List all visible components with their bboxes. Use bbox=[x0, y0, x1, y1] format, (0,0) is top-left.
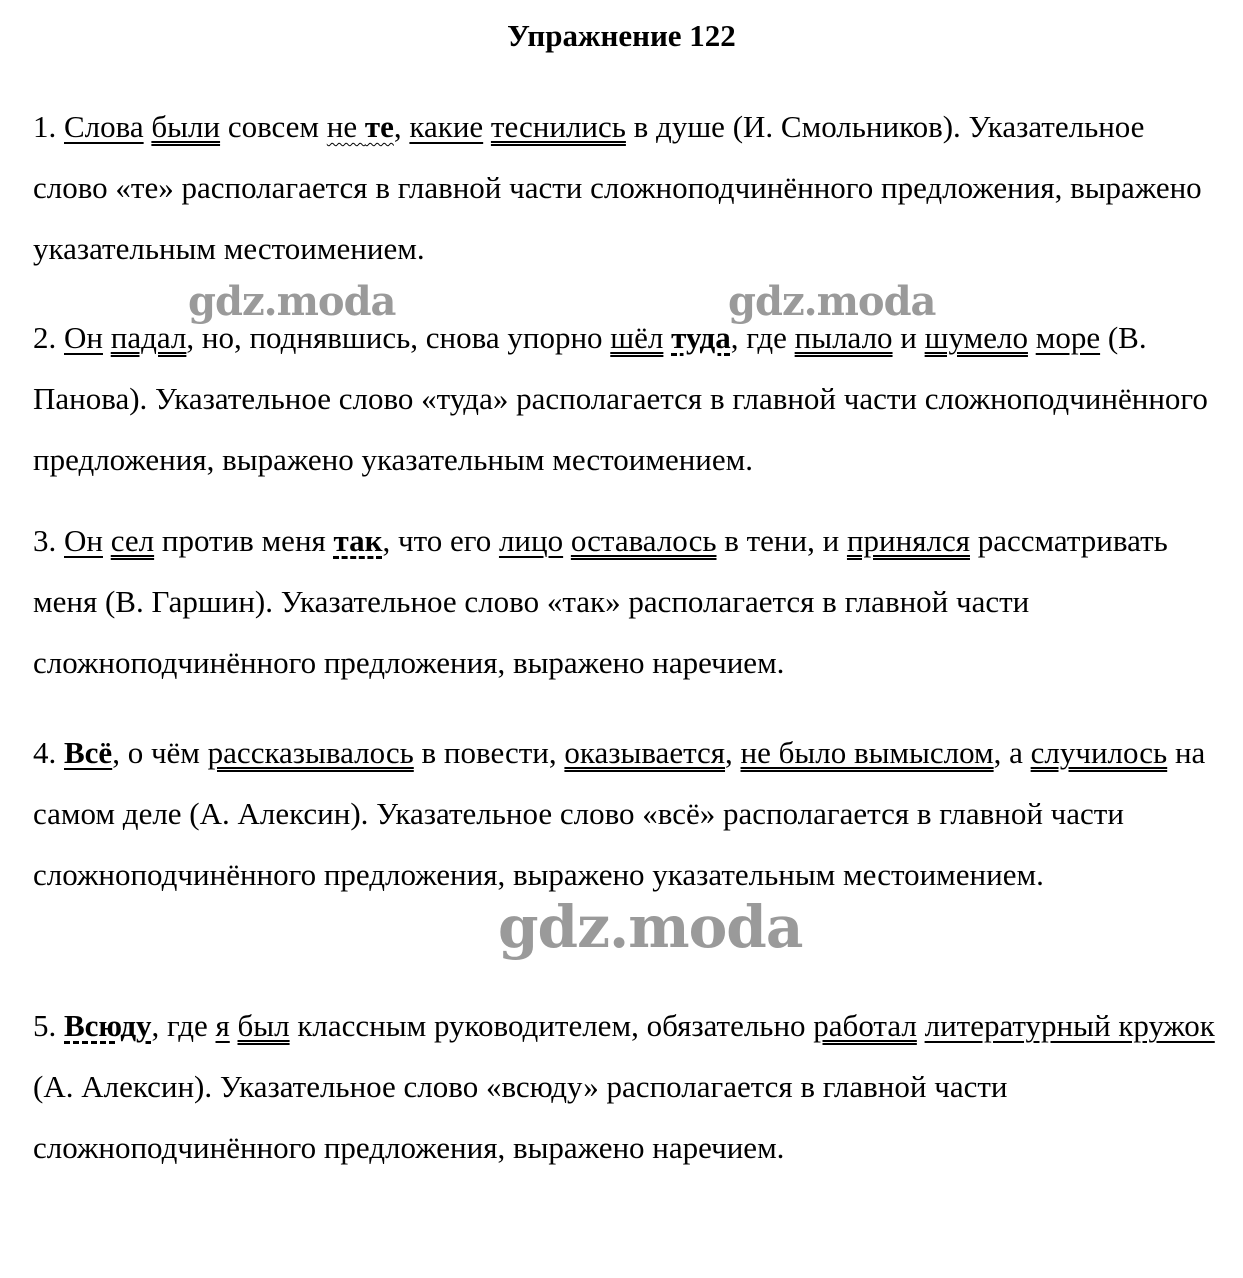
text-segment bbox=[103, 320, 111, 355]
text-segment bbox=[1028, 320, 1036, 355]
marked-sentence-member: Слова bbox=[64, 109, 144, 144]
answer-paragraph-4 bbox=[33, 722, 1218, 905]
text-segment: классным руководителем, обязательно bbox=[289, 1008, 814, 1043]
answer-paragraph-3 bbox=[33, 510, 1218, 693]
text-segment: , что его bbox=[382, 523, 499, 558]
text-segment: 3. bbox=[33, 523, 64, 558]
text-segment: в тени, и bbox=[716, 523, 847, 558]
marked-sentence-member: пылало bbox=[794, 320, 893, 355]
marked-sentence-member: были bbox=[151, 109, 221, 144]
text-segment: 4. bbox=[33, 735, 64, 770]
exercise-title: Упражнение 122 bbox=[507, 18, 736, 53]
text-segment: совсем bbox=[220, 109, 327, 144]
marked-sentence-member: так bbox=[333, 523, 383, 558]
text-segment bbox=[483, 109, 491, 144]
marked-sentence-member: шумело bbox=[924, 320, 1028, 355]
text-segment: и bbox=[892, 320, 925, 355]
text-segment bbox=[917, 1008, 925, 1043]
text-segment: , где bbox=[730, 320, 795, 355]
marked-sentence-member: Он bbox=[64, 523, 103, 558]
watermark-logo: gdz.moda bbox=[728, 278, 936, 325]
answer-paragraph-2 bbox=[33, 307, 1218, 490]
marked-sentence-member: море bbox=[1035, 320, 1101, 355]
marked-sentence-member: случилось bbox=[1030, 735, 1168, 770]
text-segment: против меня bbox=[154, 523, 334, 558]
marked-sentence-member: я bbox=[215, 1008, 230, 1043]
text-segment: на самом деле (А. Алексин). Указательное слово «всё» располагается в главной части сложноподчинённого предложения, выражено указательным местоимением. bbox=[33, 735, 1206, 892]
marked-sentence-member: был bbox=[237, 1008, 290, 1043]
text-segment: 5. bbox=[33, 1008, 64, 1043]
text-segment bbox=[663, 320, 671, 355]
text-segment bbox=[563, 523, 571, 558]
marked-sentence-member: не bbox=[326, 109, 365, 144]
marked-sentence-member: падал bbox=[110, 320, 187, 355]
text-segment: 2. bbox=[33, 320, 64, 355]
marked-sentence-member: работал bbox=[813, 1008, 917, 1043]
marked-sentence-member: туда bbox=[671, 320, 731, 355]
marked-sentence-member: принялся bbox=[846, 523, 970, 558]
marked-sentence-member: Он bbox=[64, 320, 103, 355]
text-segment: , но, поднявшись, снова упорно bbox=[186, 320, 611, 355]
marked-sentence-member: сел bbox=[110, 523, 155, 558]
text-segment: в душе (И. Смольников). Указательное слово «те» располагается в главной части сложноподчинённого предложения, выражено указательным местоимением. bbox=[33, 109, 1202, 266]
text-segment: 1. bbox=[33, 109, 64, 144]
text-segment bbox=[103, 523, 111, 558]
text-segment: , о чём bbox=[112, 735, 208, 770]
marked-sentence-member: не было вымыслом bbox=[740, 735, 994, 770]
marked-sentence-member: теснились bbox=[490, 109, 626, 144]
text-segment: , bbox=[393, 109, 410, 144]
text-segment: рассматривать меня (В. Гаршин). Указательное слово «так» располагается в главной части сложноподчинённого предложения, выражено наречием. bbox=[33, 523, 1168, 680]
marked-sentence-member: Всюду bbox=[64, 1008, 152, 1043]
marked-sentence-member: те bbox=[364, 109, 394, 144]
answer-paragraph-5 bbox=[33, 995, 1218, 1178]
text-segment: в повести, bbox=[413, 735, 565, 770]
marked-sentence-member: оказывается bbox=[564, 735, 726, 770]
marked-sentence-member: оставалось bbox=[570, 523, 717, 558]
text-segment: (В. Панова). Указательное слово «туда» располагается в главной части сложноподчинённого предложения, выражено указательным местоимением. bbox=[33, 320, 1208, 477]
text-segment: (А. Алексин). Указательное слово «всюду» располагается в главной части сложноподчинённого предложения, выражено наречием. bbox=[33, 1069, 1008, 1165]
marked-sentence-member: шёл bbox=[610, 320, 664, 355]
marked-sentence-member: рассказывалось bbox=[207, 735, 414, 770]
marked-sentence-member: какие bbox=[409, 109, 484, 144]
marked-sentence-member: литературный кружок bbox=[924, 1008, 1215, 1043]
text-segment: , где bbox=[151, 1008, 216, 1043]
text-segment: , а bbox=[993, 735, 1031, 770]
text-segment: , bbox=[725, 735, 741, 770]
marked-sentence-member: Всё bbox=[64, 735, 113, 770]
watermark-logo: gdz.moda bbox=[498, 893, 803, 961]
watermark-logo: gdz.moda bbox=[188, 278, 396, 325]
marked-sentence-member: лицо bbox=[498, 523, 564, 558]
text-segment bbox=[230, 1008, 238, 1043]
answer-paragraph-1 bbox=[33, 96, 1218, 279]
